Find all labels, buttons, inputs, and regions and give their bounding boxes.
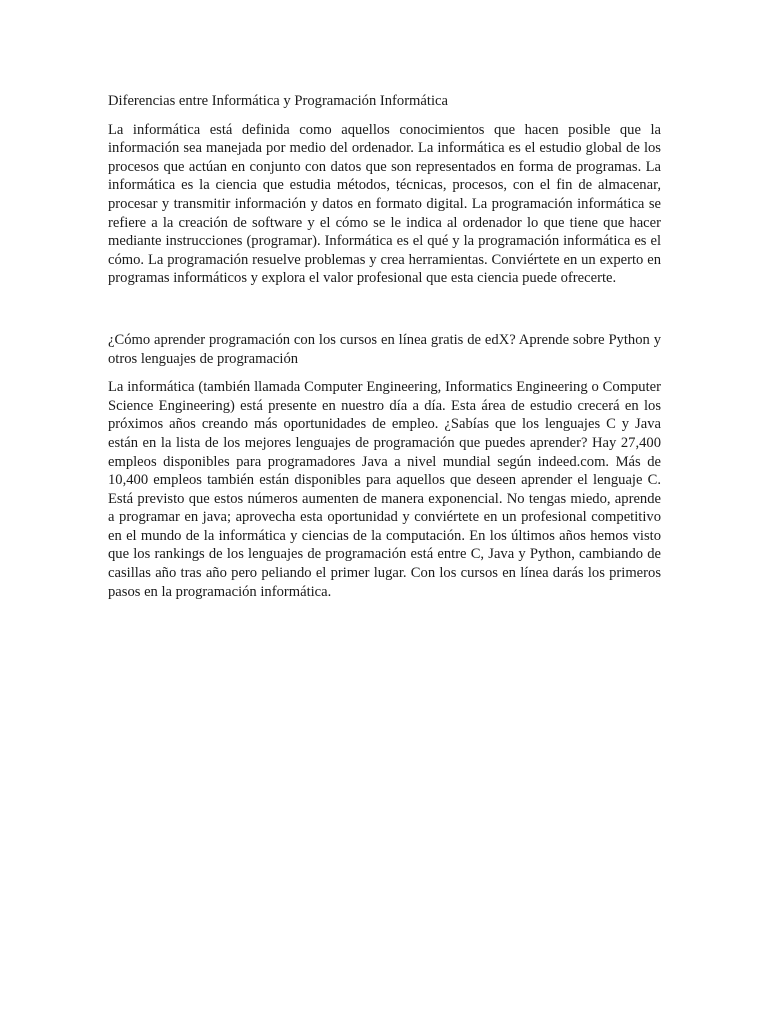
section-paragraph: La informática (también llamada Computer Engineering, Informatics Engineering o Computer Science Engineering) está presente en nuestro día a día. Esta área de estudio crecerá en los próximos años creando más oportunidades de empleo. ¿Sabías que los lenguajes C y Java están en la lista de los mejores lenguajes de programación que puedes aprender? Hay 27,400 empleos disponibles para programadores Java a nivel mundial según indeed.com. Más de 10,400 empleos también están disponibles para aquellos que deseen aprender el lenguaje C. Está previsto que estos números aumenten de manera exponencial. No tengas miedo, aprende a programar en java; aprovecha esta oportunidad y conviértete en un profesional competitivo en el mundo de la informática y ciencias de la computación. En los últimos años hemos visto que los rankings de los lenguajes de programación está entre C, Java y Python, cambiando de casillas año tras año pero peliando el primer lugar. Con los cursos en línea darás los primeros pasos en la programación informática. [108, 379, 661, 600]
section-paragraph: La informática está definida como aquellos conocimientos que hacen posible que la información sea manejada por medio del ordenador. La informática es el estudio global de los procesos que actúan en conjunto con datos que son representados en forma de programas. La informática es la ciencia que estudia métodos, técnicas, procesos, con el fin de almacenar, procesar y transmitir información y datos en formato digital. La programación informática se refiere a la creación de software y el cómo se le indica al ordenador lo que tiene que hacer mediante instrucciones (programar). Informática es el qué y la programación informática es el cómo. La programación resuelve problemas y crea herramientas. Conviértete en un experto en programas informáticos y explora el valor profesional que esta ciencia puede ofrecerte. [108, 121, 661, 287]
section-heading: Diferencias entre Informática y Programación Informática [108, 93, 448, 109]
section-informatica-vs-programacion [108, 92, 661, 288]
section-aprender-programacion-edx [108, 331, 661, 601]
document-page [108, 92, 661, 601]
section-heading: ¿Cómo aprender programación con los cursos en línea gratis de edX? Aprende sobre Python y otros lenguajes de programación [108, 331, 661, 367]
